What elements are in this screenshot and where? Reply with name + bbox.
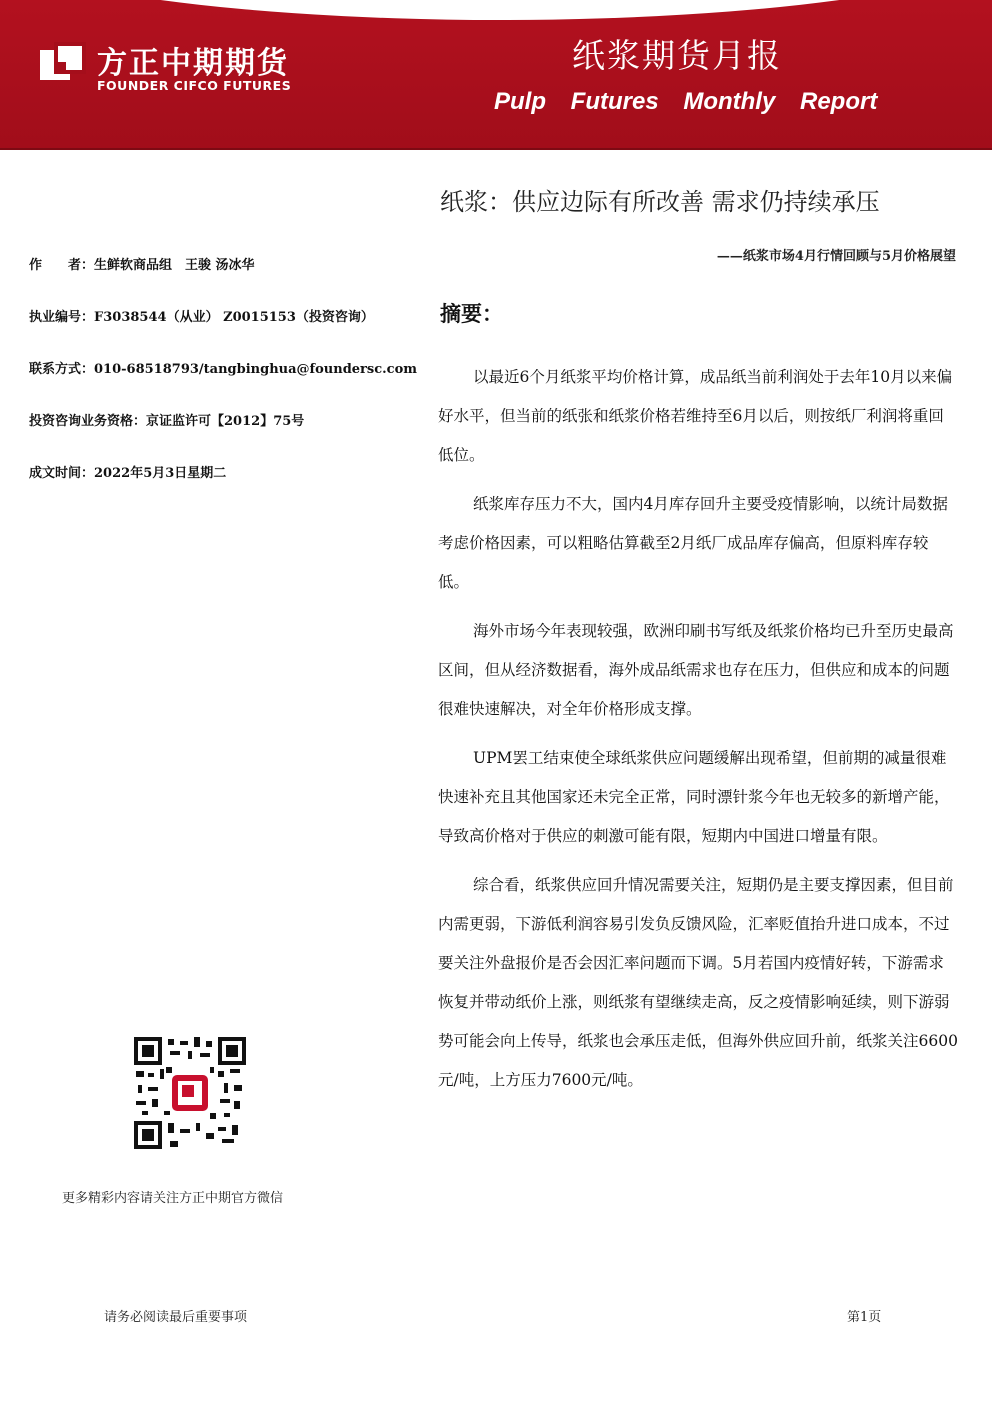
footer-page-number: 第1页: [847, 1310, 882, 1325]
summary-paragraph: 综合看，纸浆供应回升情况需要关注，短期仍是主要支撑因素，但目前内需更弱，下游低利润容易引发负反馈风险，汇率贬值抬升进口成本，不过要关注外盘报价是否会因汇率问题而下调。5月若国内疫情好转，下游需求恢复并带动纸价上涨，则纸浆有望继续走高，反之疫情影响延续，则下游弱势可能会向上传导，纸浆也会承压走低，但海外供应回升前，纸浆关注6600元/吨，上方压力7600元/吨。: [438, 876, 958, 1089]
summary-paragraph: 纸浆库存压力不大，国内4月库存回升主要受疫情影响，以统计局数据考虑价格因素，可以粗略估算截至2月纸厂成品库存偏高，但原料库存较低。: [438, 495, 948, 591]
report-type-cn: 纸浆期货月报: [572, 36, 782, 75]
summary-body: [438, 358, 958, 1110]
document-title: 纸浆：供应边际有所改善 需求仍持续承压: [440, 188, 880, 216]
meta-value: 京证监许可【2012】75号: [146, 414, 305, 429]
brand-name-cn: 方正中期期货: [97, 46, 289, 81]
meta-label: 作 者：: [29, 258, 95, 273]
footer-notice: 请务必阅读最后重要事项: [104, 1310, 248, 1325]
meta-author: [29, 254, 255, 273]
header-bottom-rule: [0, 148, 992, 150]
meta-label: 投资咨询业务资格：: [29, 414, 147, 429]
qr-caption: 更多精彩内容请关注方正中期官方微信: [62, 1191, 284, 1206]
meta-label: 成文时间：: [29, 466, 95, 481]
summary-paragraph: UPM罢工结束使全球纸浆供应问题缓解出现希望，但前期的减量很难快速补充且其他国家还未完全正常，同时漂针浆今年也无较多的新增产能，导致高价格对于供应的刺激可能有限，短期内中国进口增量有限。: [438, 749, 950, 845]
meta-license: [29, 306, 374, 325]
meta-value: F3038544（从业） Z0015153（投资咨询）: [94, 310, 374, 325]
meta-qualification: [29, 410, 304, 429]
meta-label: 联系方式：: [29, 362, 95, 377]
meta-value: 010-68518793/tangbinghua@foundersc.com: [94, 362, 418, 377]
report-type-en: Pulp Futures Monthly Report: [494, 88, 878, 115]
summary-paragraph: 海外市场今年表现较强，欧洲印刷书写纸及纸浆价格均已升至历史最高区间，但从经济数据看，海外成品纸需求也存在压力，但供应和成本的问题很难快速解决，对全年价格形成支撑。: [438, 622, 954, 718]
meta-date: [29, 462, 226, 481]
summary-paragraph: 以最近6个月纸浆平均价格计算，成品纸当前利润处于去年10月以来偏好水平，但当前的纸张和纸浆价格若维持至6月以后，则按纸厂利润将重回低位。: [438, 368, 953, 464]
document-subtitle: ——纸浆市场4月行情回顾与5月价格展望: [716, 249, 956, 264]
report-header: [0, 0, 992, 150]
meta-label: 执业编号：: [29, 310, 95, 325]
summary-heading: 摘要：: [440, 302, 503, 326]
founder-logo-icon: [40, 42, 86, 88]
meta-value: 2022年5月3日星期二: [94, 466, 227, 481]
meta-value: 生鲜软商品组 王骏 汤冰华: [94, 258, 255, 273]
brand-name-en: FOUNDER CIFCO FUTURES: [97, 78, 292, 93]
wechat-qr-code-icon: [134, 1037, 246, 1149]
header-curve-decoration: [0, 0, 992, 20]
meta-contact: [29, 358, 417, 377]
